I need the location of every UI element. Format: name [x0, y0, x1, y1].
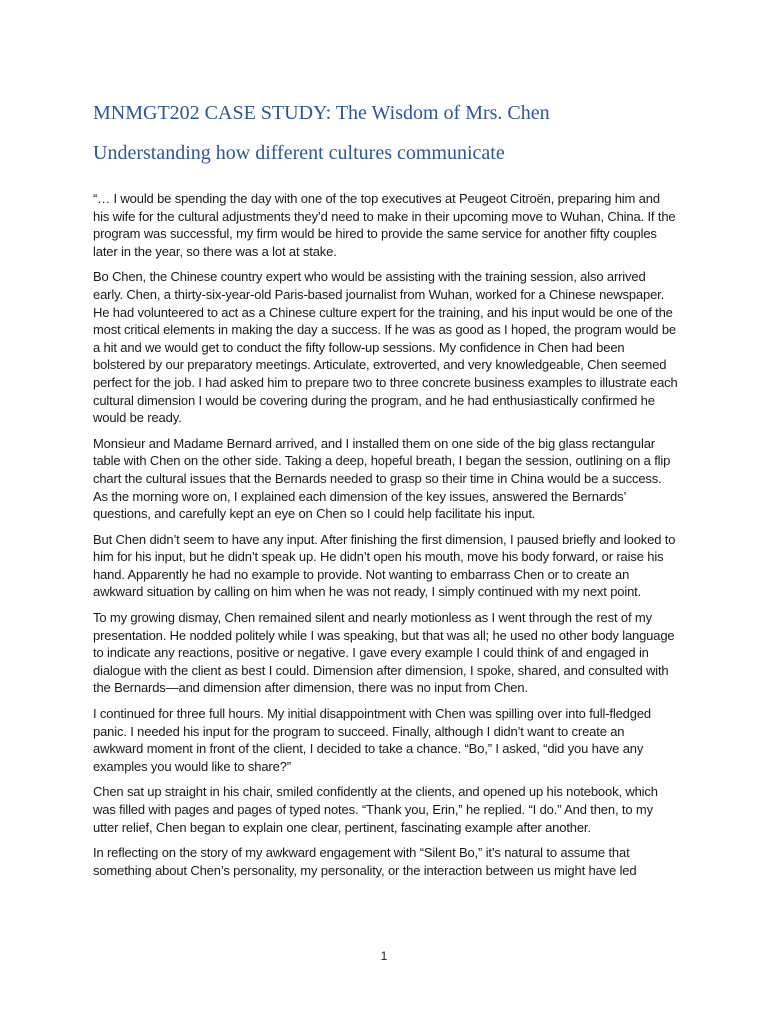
paragraph: But Chen didn’t seem to have any input. After finishing the first dimension, I paused briefly and looked to him for his input, but he didn’t speak up. He didn’t open his mouth, move his body forward, or raise his hand. Apparently he had no example to provide. Not wanting to embarrass Chen or to create an awkward situation by calling on him when he was not ready, I simply continued with my next point. — [93, 531, 676, 600]
document-body — [93, 190, 678, 887]
paragraph: Bo Chen, the Chinese country expert who would be assisting with the training session, also arrived early. Chen, a thirty-six-year-old Paris-based journalist from Wuhan, worked for a Chinese newspaper. He had volunteered to act as a Chinese culture expert for the training, and his input would be one of the most critical elements in making the day a success. If he was as good as I hoped, the program would be a hit and we would get to conduct the fifty follow-up sessions. My confidence in Chen had been bolstered by our preparatory meetings. Articulate, extroverted, and very knowledgeable, Chen seemed perfect for the job. I had asked him to prepare two to three concrete business examples to illustrate each cultural dimension I would be covering during the program, and he had enthusiastically confirmed he would be ready. — [93, 269, 678, 426]
paragraph: Monsieur and Madame Bernard arrived, and I installed them on one side of the big glass rectangular table with Chen on the other side. Taking a deep, hopeful breath, I began the session, outlining on a flip chart the cultural issues that the Bernards needed to grasp so their time in China would be a success. As the morning wore on, I explained each dimension of the key issues, answered the Bernards’ questions, and carefully kept an eye on Chen so I could help facilitate his input. — [93, 435, 671, 522]
paragraph: In reflecting on the story of my awkward engagement with “Silent Bo,” it’s natural to assume that something about Chen’s personality, my personality, or the interaction between us might have led — [93, 845, 637, 878]
document-title: MNMGT202 CASE STUDY: The Wisdom of Mrs. Chen — [93, 102, 550, 124]
document-subtitle: Understanding how different cultures communicate — [93, 142, 505, 164]
paragraph: Chen sat up straight in his chair, smiled confidently at the clients, and opened up his notebook, which was filled with pages and pages of typed notes. “Thank you, Erin,” he replied. “I do.” And then, to my utter relief, Chen began to explain one clear, pertinent, fascinating example after another. — [93, 784, 658, 835]
paragraph: “… I would be spending the day with one of the top executives at Peugeot Citroën, preparing him and his wife for the cultural adjustments they’d need to make in their upcoming move to Wuhan, China. If the program was successful, my firm would be hired to provide the same service for another fifty couples later in the year, so there was a lot at stake. — [93, 191, 676, 259]
paragraph: To my growing dismay, Chen remained silent and nearly motionless as I went through the rest of my presentation. He nodded politely while I was speaking, but that was all; he used no other body language to indicate any reactions, positive or negative. I gave every example I could think of and engaged in dialogue with the client as best I could. Dimension after dimension, I spoke, shared, and consulted with the Bernards—and dimension after dimension, there was no input from Chen. — [93, 610, 675, 696]
paragraph: I continued for three full hours. My initial disappointment with Chen was spilling over into full-fledged panic. I needed his input for the program to succeed. Finally, although I didn’t want to create an awkward moment in front of the client, I decided to take a chance. “Bo,” I asked, “did you have any examples you would like to share?” — [93, 706, 651, 774]
page-number: 1 — [380, 949, 388, 963]
